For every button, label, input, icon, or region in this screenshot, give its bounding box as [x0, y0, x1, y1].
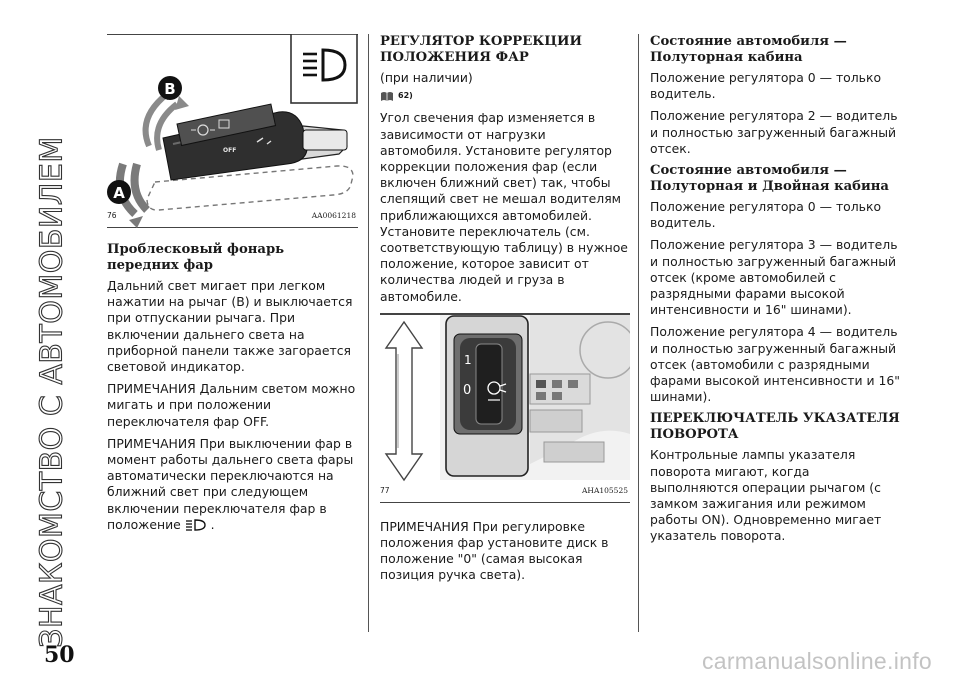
- reference-book-icon: [380, 90, 394, 102]
- paragraph: Положение регулятора 2 — водитель и полностью загруженный багажный отсек.: [650, 108, 898, 156]
- note-paragraph: [107, 436, 358, 533]
- label-b: B: [164, 80, 176, 98]
- reference-line: [380, 88, 630, 104]
- stalk-off-label: OFF: [223, 147, 237, 154]
- reference-number: 62): [398, 91, 413, 101]
- heading-flash-to-pass: Проблесковый фонарь передних фар: [107, 242, 285, 273]
- heading-cabin-state-2: Состояние автомобиля — Полуторная и Двойная кабина: [650, 163, 889, 195]
- paragraph: Дальний свет мигает при легком нажатии на рычаг (B) и выключается при отпускании рычага. При включении дальнего света на приборной панели также загорается световой индикатор.: [107, 278, 353, 375]
- subheading: (при наличии): [380, 70, 473, 85]
- note-paragraph: ПРИМЕЧАНИЯ При регулировке положения фар установите диск в положение "0" (самая высокая позиция ручка света).: [380, 518, 609, 583]
- figure-code: AHA105525: [581, 485, 628, 495]
- page-number: 50: [44, 642, 75, 668]
- figure-76: [107, 34, 358, 228]
- paragraph: Положение регулятора 0 — только водитель.: [650, 70, 882, 102]
- section-side-title: ЗНАКОМСТВО С АВТОМОБИЛЕМ: [34, 136, 70, 648]
- figure-number: 77: [380, 485, 390, 495]
- figure-number: 76: [107, 210, 117, 220]
- column-2: [380, 34, 630, 590]
- figure-77: [380, 313, 630, 503]
- level-arrow-icon: [386, 322, 422, 480]
- figure-code: AA0061218: [311, 210, 356, 220]
- note-text: ПРИМЕЧАНИЯ При выключении фар в момент работы дальнего света фары автоматически переключаются на ближний свет при следующем включении переключателя фар в положение: [107, 435, 354, 532]
- paragraph: Положение регулятора 0 — только водитель.: [650, 199, 882, 231]
- heading-headlight-leveling: РЕГУЛЯТОР КОРРЕКЦИИ ПОЛОЖЕНИЯ ФАР: [380, 34, 582, 65]
- label-a: A: [113, 184, 125, 202]
- column-divider: [368, 34, 369, 632]
- dial-mark-0: 0: [463, 382, 472, 398]
- paragraph: Положение регулятора 4 — водитель и полностью загруженный багажный отсек (автомобили с разрядными фарами высокой интенсивности и 16" шинами).: [650, 324, 900, 405]
- note-end: .: [210, 516, 215, 532]
- note-paragraph: ПРИМЕЧАНИЯ Дальним светом можно мигать и при положении переключателя фар OFF.: [107, 381, 356, 429]
- column-3: [650, 34, 900, 551]
- heading-turn-signal: ПЕРЕКЛЮЧАТЕЛЬ УКАЗАТЕЛЯ ПОВОРОТА: [650, 411, 900, 443]
- watermark: carmanualsonline.info: [701, 648, 932, 674]
- heading-cabin-state-1: Состояние автомобиля — Полуторная кабина: [650, 34, 847, 65]
- leveler-illustration: [380, 314, 630, 504]
- paragraph: Положение регулятора 3 — водитель и полностью загруженный багажный отсек (кроме автомобилей с разрядными фарами высокой интенсивности и 16" шинами).: [650, 237, 898, 318]
- paragraph: Угол свечения фар изменяется в зависимости от нагрузки автомобиля. Установите регулятор коррекции положения фар (если включен ближний свет) так, чтобы слепящий свет не мешал водителям приближающихся автомобилей. Установите переключатель (см. соответствующую таблицу) в нужное положение, которое зависит от количества людей и груза в автомобиле.: [380, 110, 628, 304]
- headlight-switch-icon: [460, 338, 516, 430]
- high-beam-icon: [185, 519, 207, 531]
- stalk-illustration: [107, 34, 358, 228]
- dial-mark-1: 1: [464, 352, 472, 367]
- column-divider: [638, 34, 639, 632]
- paragraph: Контрольные лампы указателя поворота мигают, когда выполняются операции рычагом (с замком зажигания или режимом работы ON). Одновременно мигает указатель поворота.: [650, 447, 882, 544]
- column-1: [107, 34, 358, 539]
